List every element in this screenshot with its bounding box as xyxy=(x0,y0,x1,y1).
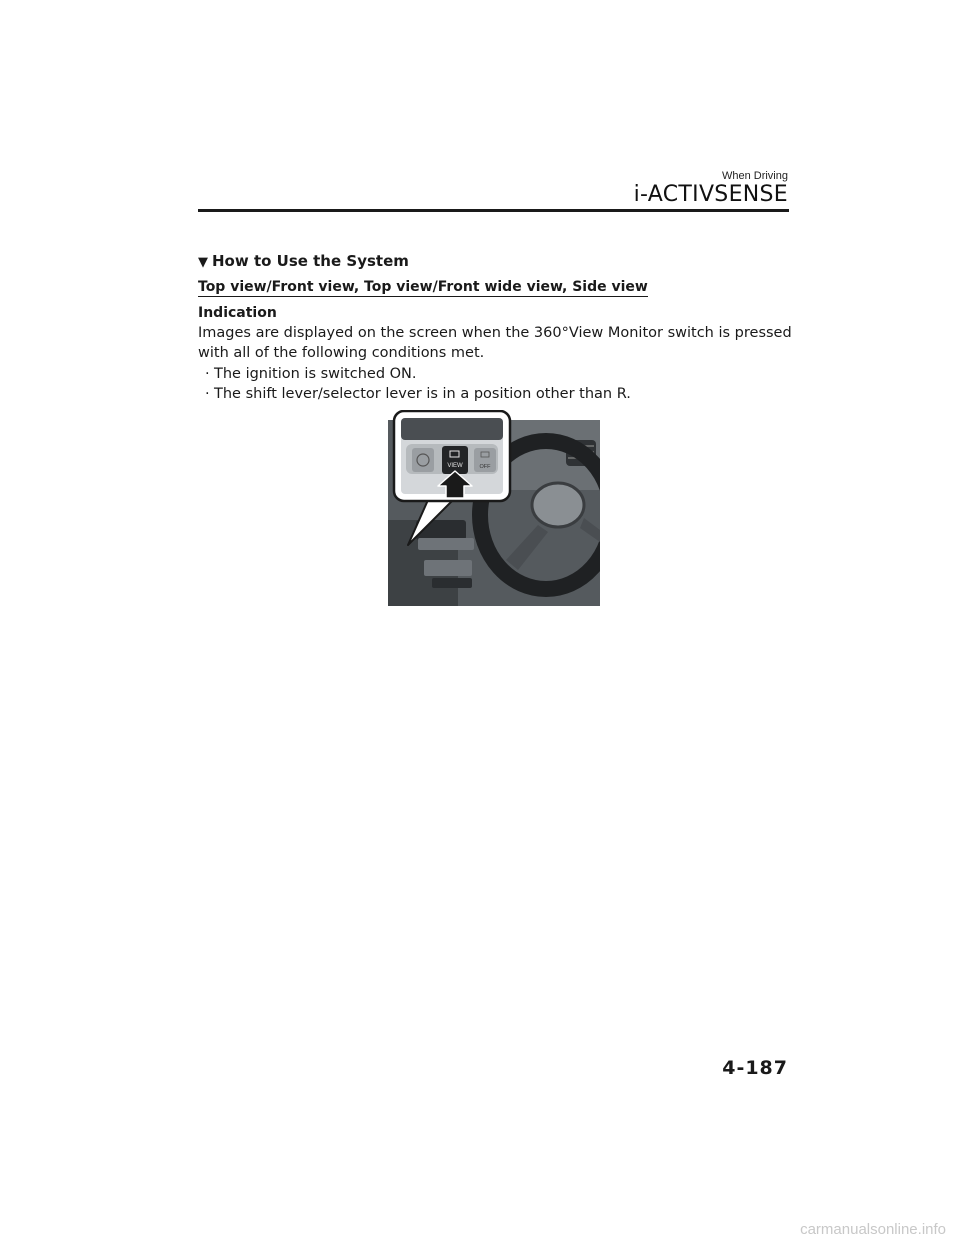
list-item: · The shift lever/selector lever is in a position other than R. xyxy=(205,384,631,404)
off-switch-icon xyxy=(474,448,496,472)
condition-list xyxy=(205,364,631,404)
page-number: 4-187 xyxy=(722,1057,788,1079)
header-rule xyxy=(198,209,789,212)
view-switch-button[interactable] xyxy=(442,446,468,474)
indication-paragraph: Images are displayed on the screen when the 360°View Monitor switch is pressed with all of the following conditions met. xyxy=(198,325,792,361)
section-label: When Driving xyxy=(721,170,788,182)
subheading: Top view/Front view, Top view/Front wide view, Side view xyxy=(198,279,648,295)
indication-label: Indication xyxy=(198,305,277,321)
watermark: carmanualsonline.info xyxy=(800,1221,946,1238)
left-switch-icon xyxy=(412,448,434,472)
chapter-title: i-ACTIVSENSE xyxy=(633,182,788,207)
triangle-marker-icon: ▼ xyxy=(198,255,208,270)
view-switch-label: VIEW xyxy=(447,463,463,469)
section-heading-text: How to Use the System xyxy=(212,252,409,270)
dashboard-illustration xyxy=(388,410,600,606)
list-item: · The ignition is switched ON. xyxy=(205,364,631,384)
section-heading xyxy=(198,252,409,270)
off-switch-label: OFF xyxy=(479,464,491,470)
